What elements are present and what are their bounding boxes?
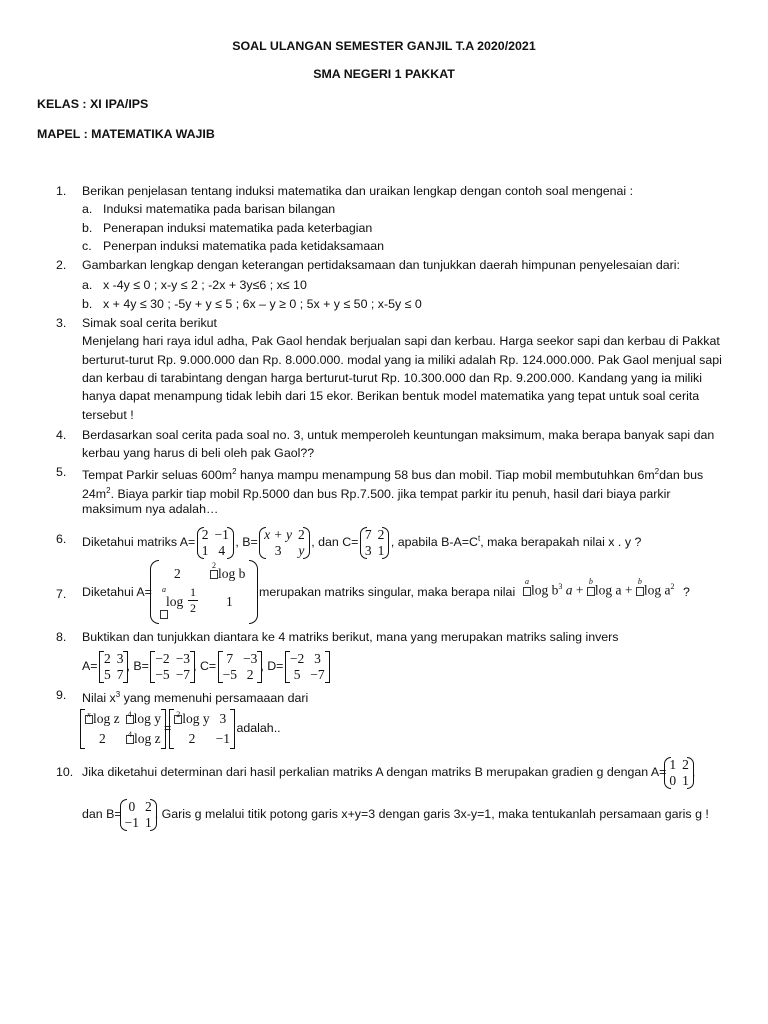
- q10-matrix-b: 0 2 −1 1: [122, 799, 155, 831]
- q2-b-label: b.: [82, 297, 93, 311]
- q1-a-label: a.: [82, 202, 93, 216]
- q8-matrices: A= 2 3 5 7 , B= −2 −3 −5 −7 , C= 7 −3 −5 2 , D= −2 3 5 −7: [82, 648, 328, 684]
- q3-line-4: hanya dapat menampung tidak lebih dari 15 ekor. Berikan bentuk model matematika yang tepat untuk soal cerita: [82, 389, 700, 403]
- q8-matrix-a: 2 3 5 7: [101, 651, 127, 683]
- q6-matrix-a: 2 −1 1 4: [199, 527, 232, 559]
- q5-line-1: Tempat Parkir seluas $600m^2$ hanya mampu menampung 58 bus dan mobil. Tiap mobil membutuhkan $6m^2dan$ bus: [82, 467, 704, 483]
- exam-title: SOAL ULANGAN SEMESTER GANJIL T.A 2020/2021: [232, 39, 536, 53]
- q5-line-3: maksimum nya adalah…: [82, 502, 219, 516]
- q3-line-3: dan kerbau di tarabintang dengan harga berturut-turut Rp. 10.300.000 dan Rp. 9.200.000. Kandang yang ia miliki: [82, 371, 702, 385]
- q1-text: Berikan penjelasan tentang induksi matematika dan uraikan lengkap dengan contoh soal mengenai :: [82, 184, 634, 198]
- q9-text: Nilai $x^3$ yang memenuhi persamaaan dari: [82, 690, 309, 706]
- q1-a-text: Induksi matematika pada barisan bilangan: [103, 202, 336, 216]
- q8-matrix-c: 7 −3 −5 2: [220, 651, 261, 683]
- q5-line-2: $24m^2$. Biaya parkir tiap mobil Rp.5000 dan bus Rp.7.500. jika tempat parkir itu penuh, hasil dari biaya parkir: [82, 486, 671, 502]
- q10-number: 10.: [56, 765, 74, 779]
- q10-matrix-a: 1 2 0 1: [666, 757, 692, 789]
- q10-line-1: Jika diketahui determinan dari hasil perkalian matriks A dengan matriks B merupakan gradien g dengan A= 1 2 0 1 ,: [82, 756, 696, 788]
- q7-question-mark: ?: [683, 585, 690, 599]
- q2-a-label: a.: [82, 278, 93, 292]
- q8-text: Buktikan dan tunjukkan diantara ke 4 matriks berikut, mana yang merupakan matriks saling invers: [82, 630, 619, 644]
- q2-number: 2.: [56, 258, 67, 272]
- q3-number: 3.: [56, 316, 67, 330]
- q6-matrix-b: x + y 2 3 y: [261, 527, 308, 559]
- q9-matrix-right: 2 log y 3 2 −1: [171, 709, 233, 749]
- q2-b-text: x + 4y ≤ 30 ; -5y + y ≤ 5 ; 6x – y ≥ 0 ; 5x + y ≤ 50 ; x-5y ≤ 0: [103, 297, 422, 311]
- q8-number: 8.: [56, 630, 67, 644]
- q6-matrix-c: 7 2 3 1: [362, 527, 388, 559]
- q1-c-text: Penerpan induksi matematika pada ketidaksamaan: [103, 239, 385, 253]
- school-name: SMA NEGERI 1 PAKKAT: [313, 67, 455, 81]
- q9-matrix-left: x log z 4 log y 2 4 log z: [82, 709, 164, 749]
- q7-text: merupakan matriks singular, maka berapa nilai: [259, 585, 516, 599]
- q7-matrix-a: 2 2 log b a log 1 2 1: [152, 560, 256, 624]
- q8-matrix-b: −2 −3 −5 −7: [152, 651, 193, 683]
- q6-number: 6.: [56, 532, 67, 546]
- q4-number: 4.: [56, 428, 67, 442]
- q7-number: 7.: [56, 587, 67, 601]
- subject-label: MAPEL : MATEMATIKA WAJIB: [37, 127, 215, 141]
- q2-text: Gambarkan lengkap dengan keterangan pertidaksamaan dan tunjukkan daerah himpunan penyelesaian dari:: [82, 258, 680, 272]
- q1-b-label: b.: [82, 221, 93, 235]
- q1-b-text: Penerapan induksi matematika pada keterbagian: [103, 221, 373, 235]
- q7-lead: Diketahui A=: [82, 585, 152, 599]
- q7-expression: a $\log b^3$ a + b log a + b $\log a^2$: [525, 576, 675, 598]
- class-label: KELAS : XI IPA/IPS: [37, 97, 149, 111]
- q5-number: 5.: [56, 465, 67, 479]
- q1-number: 1.: [56, 184, 67, 198]
- q9-equation: x log z 4 log y 2 4 log z = 2 log y 3 2 −1 adalah..: [82, 706, 281, 750]
- q3-line-2: berturut-turut Rp. 9.000.000 dan Rp. 8.000.000. modal yang ia miliki adalah Rp. 124.000.000. Pak Gaol menjual sapi: [82, 353, 722, 367]
- q3-line-5: tersebut !: [82, 408, 134, 422]
- q3-title: Simak soal cerita berikut: [82, 316, 217, 330]
- q4-line-2: kerbau yang harus di beli oleh pak Gaol??: [82, 446, 315, 460]
- q10-line-2: dan B= 0 2 −1 1 . Garis g melalui titik potong garis x+y=3 dengan garis 3x-y=1, maka tentukanlah persamaan garis g !: [82, 798, 709, 830]
- q8-matrix-d: −2 3 5 −7: [287, 651, 328, 683]
- q1-c-label: c.: [82, 239, 92, 253]
- q6-line: Diketahui matriks A= 2 −1 1 4 , B= x + y 2 3 y , dan C= 7 2 3 1 , apabila $B-A=C^t$, maka berapakah nilai x . y ?: [82, 526, 642, 558]
- q9-number: 9.: [56, 688, 67, 702]
- q2-a-text: x -4y ≤ 0 ; x-y ≤ 2 ; -2x + 3y≤6 ; x≤ 10: [103, 278, 307, 292]
- q4-line-1: Berdasarkan soal cerita pada soal no. 3, untuk memperoleh keuntungan maksimum, maka berapa banyak sapi dan: [82, 428, 715, 442]
- q3-line-1: Menjelang hari raya idul adha, Pak Gaol hendak berjualan sapi dan kerbau. Harga seekor sapi dan kerbau di Pakkat: [82, 334, 720, 348]
